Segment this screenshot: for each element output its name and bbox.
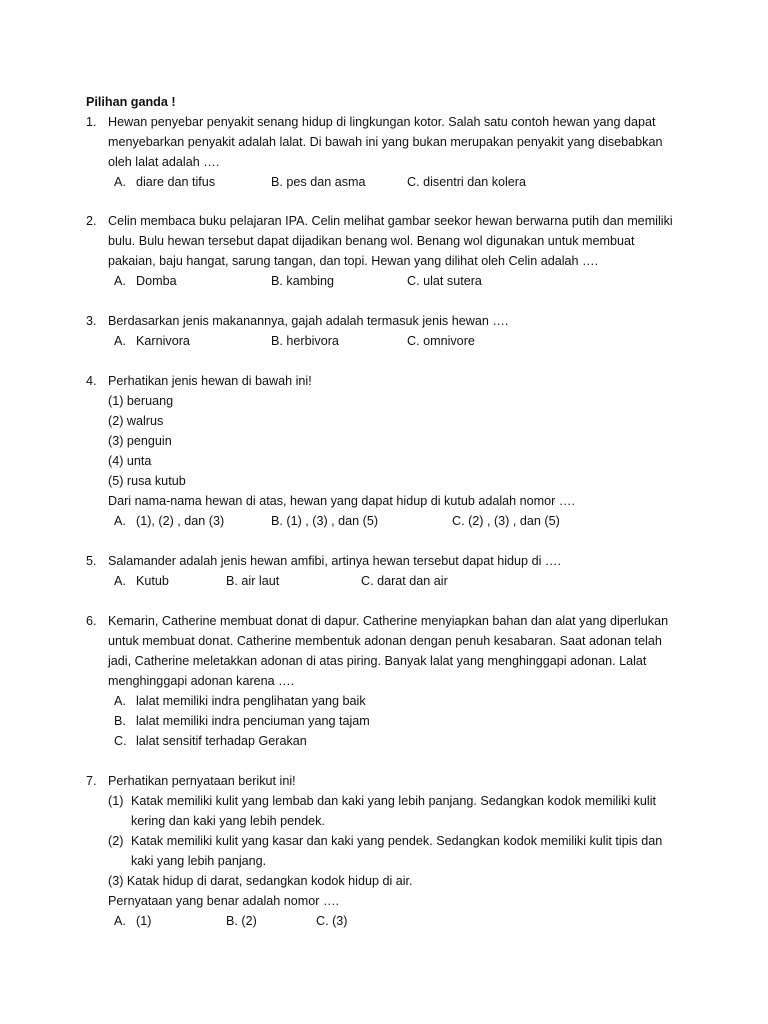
q6-number: 6.: [86, 614, 97, 628]
q6-text-line: menghinggapi adonan karena ….: [108, 674, 295, 688]
q4-list-item: (3) penguin: [108, 434, 172, 448]
q7-statement-2-line: kaki yang lebih panjang.: [131, 854, 267, 868]
q7-option-c[interactable]: C. (3): [316, 914, 348, 928]
q5-option-c[interactable]: C. darat dan air: [361, 574, 448, 588]
q4-option-b[interactable]: B. (1) , (3) , dan (5): [271, 514, 379, 528]
q7-option-a[interactable]: (1): [136, 914, 152, 928]
q1-text-line: menyebarkan penyakit adalah lalat. Di bawah ini yang bukan merupakan penyakit yang disebabkan: [108, 135, 663, 149]
q4-list-item: (5) rusa kutub: [108, 474, 186, 488]
q3-option-c[interactable]: C. omnivore: [407, 334, 475, 348]
q1-option-c[interactable]: C. disentri dan kolera: [407, 175, 527, 189]
q2-option-a[interactable]: Domba: [136, 274, 177, 288]
q2-option-c[interactable]: C. ulat sutera: [407, 274, 482, 288]
page-title: Pilihan ganda !: [86, 95, 176, 109]
q2-option-b[interactable]: B. kambing: [271, 274, 334, 288]
q4-option-a[interactable]: (1), (2) , dan (3): [136, 514, 225, 528]
q6-text-line: jadi, Catherine meletakkan adonan di atas piring. Banyak lalat yang menghinggapi adonan. Lalat: [108, 654, 647, 668]
q6-text-line: untuk membuat donat. Catherine membentuk adonan dengan penuh kesabaran. Saat adonan telah: [108, 634, 662, 648]
q1-number: 1.: [86, 115, 97, 129]
q7-intro: Perhatikan pernyataan berikut ini!: [108, 774, 296, 788]
q2-number: 2.: [86, 214, 97, 228]
q2-text-line: bulu. Bulu hewan tersebut dapat dijadikan benang wol. Benang wol digunakan untuk membuat: [108, 234, 635, 248]
q7-option-b[interactable]: B. (2): [226, 914, 257, 928]
q7-statement-2-label: (2): [108, 834, 124, 848]
q4-list-item: (4) unta: [108, 454, 152, 468]
q7-statement-3: (3) Katak hidup di darat, sedangkan kodok hidup di air.: [108, 874, 413, 888]
q4-text-line: Perhatikan jenis hewan di bawah ini!: [108, 374, 312, 388]
q5-option-a-label: A.: [114, 574, 126, 588]
q1-text-line: oleh lalat adalah ….: [108, 155, 220, 169]
q5-text-line: Salamander adalah jenis hewan amfibi, artinya hewan tersebut dapat hidup di ….: [108, 554, 561, 568]
q6-option-b-label: B.: [114, 714, 126, 728]
q7-number: 7.: [86, 774, 97, 788]
q7-statement-1-line: kering dan kaki yang lebih pendek.: [131, 814, 325, 828]
q3-text-line: Berdasarkan jenis makanannya, gajah adalah termasuk jenis hewan ….: [108, 314, 509, 328]
q2-text-line: Celin membaca buku pelajaran IPA. Celin melihat gambar seekor hewan berwarna putih dan memiliki: [108, 214, 673, 228]
q3-option-a-label: A.: [114, 334, 126, 348]
q3-number: 3.: [86, 314, 97, 328]
q5-number: 5.: [86, 554, 97, 568]
q7-option-a-label: A.: [114, 914, 126, 928]
q5-option-a[interactable]: Kutub: [136, 574, 169, 588]
q6-option-c[interactable]: lalat sensitif terhadap Gerakan: [136, 734, 307, 748]
q7-statement-1-line: Katak memiliki kulit yang lembab dan kaki yang lebih panjang. Sedangkan kodok memiliki kulit: [131, 794, 657, 808]
q4-text-line: Dari nama-nama hewan di atas, hewan yang dapat hidup di kutub adalah nomor ….: [108, 494, 575, 508]
q7-statement-2-line: Katak memiliki kulit yang kasar dan kaki yang pendek. Sedangkan kodok memiliki kulit tipis dan: [131, 834, 663, 848]
q2-text-line: pakaian, baju hangat, sarung tangan, dan topi. Hewan yang dilihat oleh Celin adalah ….: [108, 254, 599, 268]
q4-list-item: (2) walrus: [108, 414, 164, 428]
q6-option-a-label: A.: [114, 694, 126, 708]
q4-option-c[interactable]: C. (2) , (3) , dan (5): [452, 514, 560, 528]
q4-number: 4.: [86, 374, 97, 388]
q4-option-a-label: A.: [114, 514, 126, 528]
q1-text-line: Hewan penyebar penyakit senang hidup di lingkungan kotor. Salah satu contoh hewan yang dapat: [108, 115, 656, 129]
q7-statement-1-label: (1): [108, 794, 124, 808]
q1-option-b[interactable]: B. pes dan asma: [271, 175, 366, 189]
q6-option-a[interactable]: lalat memiliki indra penglihatan yang baik: [136, 694, 366, 708]
q1-option-a[interactable]: diare dan tifus: [136, 175, 216, 189]
q1-option-a-label: A.: [114, 175, 126, 189]
q2-option-a-label: A.: [114, 274, 126, 288]
q6-option-b[interactable]: lalat memiliki indra penciuman yang tajam: [136, 714, 370, 728]
q7-question: Pernyataan yang benar adalah nomor ….: [108, 894, 340, 908]
q4-list-item: (1) beruang: [108, 394, 174, 408]
q6-text-line: Kemarin, Catherine membuat donat di dapur. Catherine menyiapkan bahan dan alat yang diperlukan: [108, 614, 669, 628]
q6-option-c-label: C.: [114, 734, 127, 748]
q3-option-b[interactable]: B. herbivora: [271, 334, 339, 348]
q5-option-b[interactable]: B. air laut: [226, 574, 280, 588]
q3-option-a[interactable]: Karnivora: [136, 334, 190, 348]
